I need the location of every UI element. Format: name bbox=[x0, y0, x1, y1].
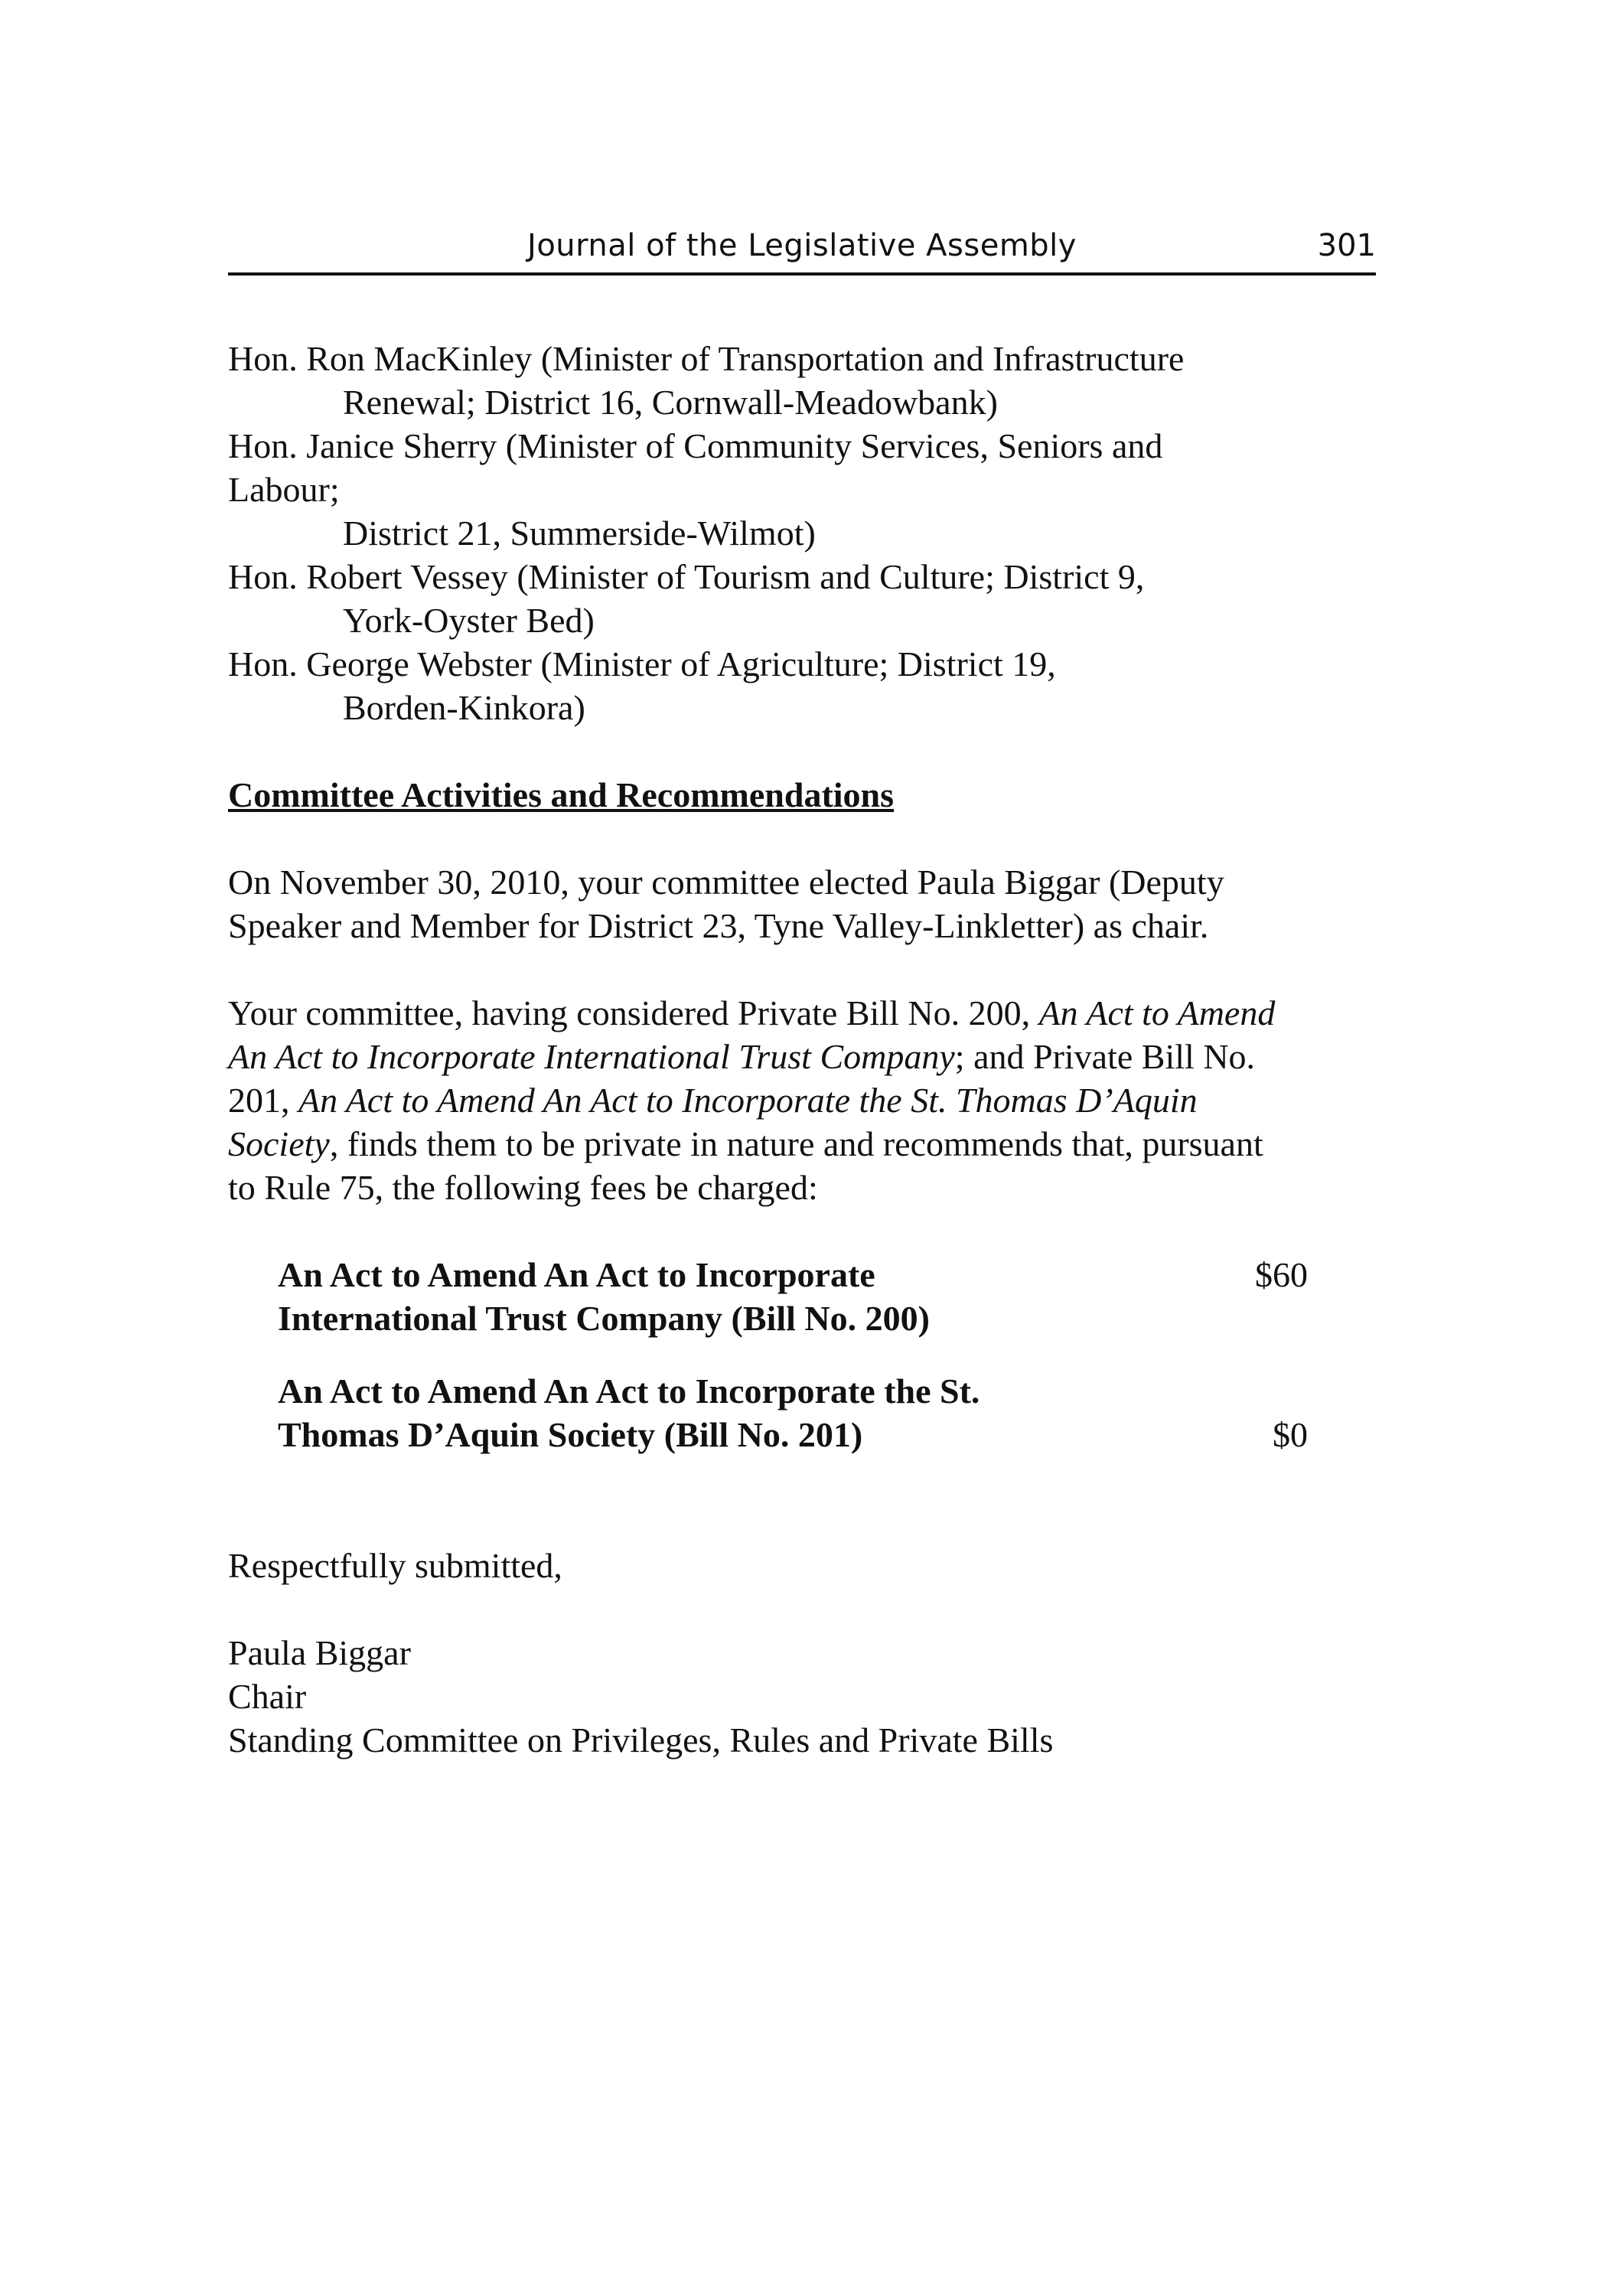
bill-title-italic: An Act to Amend An Act to Incorporate the St. Thomas D’Aquin bbox=[298, 1081, 1198, 1120]
plain-text: 201, bbox=[228, 1081, 298, 1120]
signatory-role: Chair bbox=[228, 1677, 307, 1716]
member-line: Hon. Robert Vessey (Minister of Tourism and Culture; District 9, bbox=[228, 557, 1145, 596]
bill-title-italic: An Act to Incorporate International Trust Company bbox=[228, 1037, 955, 1076]
member-line: Hon. Ron MacKinley (Minister of Transportation and Infrastructure bbox=[228, 339, 1185, 378]
plain-text: Your committee, having considered Private Bill No. 200, bbox=[228, 993, 1039, 1032]
paragraph-line: to Rule 75, the following fees be charged: bbox=[228, 1168, 818, 1207]
fee-schedule bbox=[228, 1253, 1376, 1456]
fee-bill-title: Thomas D’Aquin Society (Bill No. 201) bbox=[278, 1415, 863, 1454]
closing-block bbox=[228, 1544, 1376, 1762]
bill-title-italic: Society bbox=[228, 1124, 330, 1163]
journal-title: Journal of the Legislative Assembly bbox=[527, 228, 1077, 263]
member-line-continued: Borden-Kinkora) bbox=[343, 688, 585, 727]
section-heading-block bbox=[228, 773, 1376, 817]
member-line-continued: Renewal; District 16, Cornwall-Meadowbank) bbox=[343, 383, 998, 422]
member-entry bbox=[228, 424, 1376, 555]
member-entry bbox=[228, 555, 1376, 642]
member-list bbox=[228, 337, 1376, 729]
page-number: 301 bbox=[1317, 228, 1376, 263]
fee-bill-title: International Trust Company (Bill No. 200) bbox=[278, 1299, 930, 1338]
paragraph-line: On November 30, 2010, your committee elected Paula Biggar (Deputy bbox=[228, 863, 1224, 902]
paragraph-election bbox=[228, 860, 1376, 947]
member-line-wrap: Labour; bbox=[228, 470, 340, 509]
paragraph-line bbox=[228, 1035, 1376, 1078]
paragraph-recommendation bbox=[228, 991, 1376, 1209]
signature-block bbox=[228, 1631, 1376, 1762]
header-rule bbox=[228, 272, 1376, 276]
running-header bbox=[228, 228, 1376, 276]
document-body bbox=[228, 337, 1376, 1762]
member-entry bbox=[228, 337, 1376, 424]
fee-bill-title: An Act to Amend An Act to Incorporate bbox=[278, 1255, 875, 1294]
member-line: Hon. Janice Sherry (Minister of Community Services, Seniors and bbox=[228, 426, 1163, 465]
member-line: Hon. George Webster (Minister of Agriculture; District 19, bbox=[228, 644, 1056, 683]
bill-title-italic: An Act to Amend bbox=[1038, 993, 1276, 1032]
committee-name: Standing Committee on Privileges, Rules and Private Bills bbox=[228, 1720, 1054, 1760]
member-line-continued: District 21, Summerside-Wilmot) bbox=[343, 514, 816, 553]
paragraph-line bbox=[228, 1078, 1376, 1122]
signatory-name: Paula Biggar bbox=[228, 1633, 411, 1672]
fee-item bbox=[278, 1253, 1376, 1340]
paragraph-line: Speaker and Member for District 23, Tyne Valley-Linkletter) as chair. bbox=[228, 906, 1209, 945]
sign-off: Respectfully submitted, bbox=[228, 1546, 562, 1585]
member-line-continued: York-Oyster Bed) bbox=[343, 601, 595, 640]
section-heading: Committee Activities and Recommendations bbox=[228, 775, 895, 814]
fee-item bbox=[278, 1369, 1376, 1456]
plain-text: , finds them to be private in nature and recommends that, pursuant bbox=[329, 1124, 1263, 1163]
paragraph-line bbox=[228, 991, 1376, 1035]
fee-amount: $0 bbox=[1273, 1415, 1308, 1454]
fee-amount: $60 bbox=[1255, 1255, 1308, 1294]
plain-text: ; and Private Bill No. bbox=[954, 1037, 1256, 1076]
fee-bill-title: An Act to Amend An Act to Incorporate the St. bbox=[278, 1371, 980, 1411]
member-entry bbox=[228, 642, 1376, 729]
paragraph-line bbox=[228, 1122, 1376, 1166]
